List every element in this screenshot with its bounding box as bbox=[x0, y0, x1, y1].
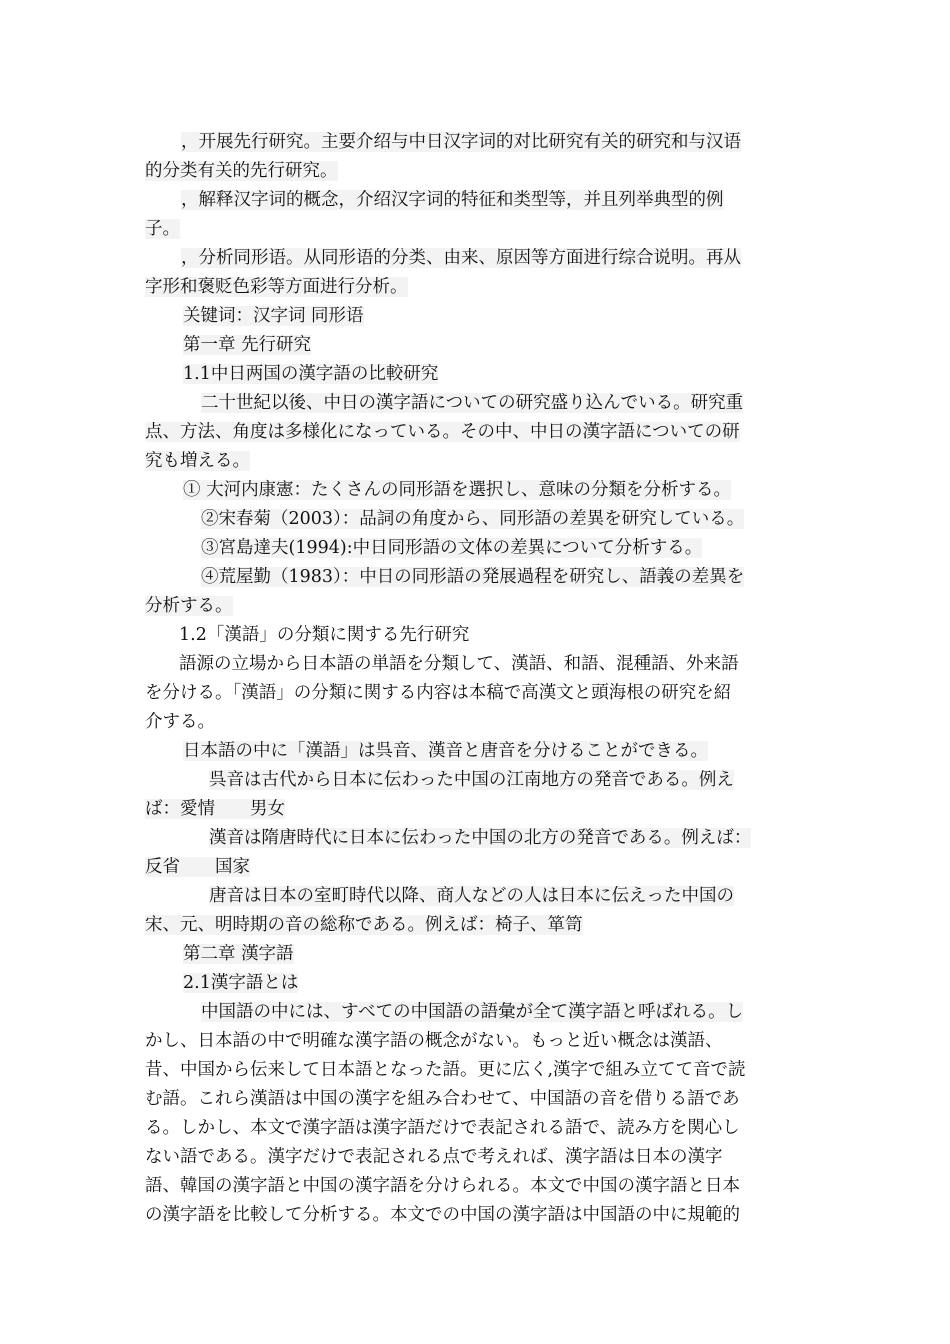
list-item bbox=[145, 534, 810, 563]
text-span: ，开展先行研究。主要介绍与中日汉字词的对比研究有关的研究和与汉语 bbox=[181, 132, 741, 152]
text-line bbox=[145, 679, 810, 708]
keywords-line bbox=[145, 302, 810, 331]
text-span: る。しかし、本文で漢字語は漢字語だけで表記される語で、読み方を関心し bbox=[145, 1118, 740, 1138]
text-line bbox=[145, 1172, 810, 1201]
list-item bbox=[145, 505, 810, 534]
text-span: 2.1漢字語とは bbox=[183, 973, 299, 993]
text-span: を分ける。「漢語」の分類に関する内容は本稿で高漢文と頭海根の研究を紹 bbox=[145, 683, 732, 703]
text-line bbox=[145, 1027, 810, 1056]
text-span: 1.2「漢語」の分類に関する先行研究 bbox=[179, 625, 470, 645]
text-line bbox=[145, 766, 810, 795]
text-span: ，分析同形语。从同形语的分类、由来、原因等方面进行综合说明。再从 bbox=[181, 248, 741, 268]
text-span: 字形和褒贬色彩等方面进行分析。 bbox=[145, 277, 408, 297]
text-line bbox=[145, 447, 810, 476]
text-line bbox=[145, 737, 810, 766]
text-line bbox=[145, 708, 810, 737]
text-line bbox=[145, 1201, 810, 1230]
text-span: 語源の立場から日本語の単語を分類して、漢語、和語、混種語、外来語 bbox=[179, 654, 739, 674]
text-span: 1.1中日两国の漢字語の比較研究 bbox=[183, 364, 439, 384]
text-line bbox=[145, 998, 810, 1027]
text-line bbox=[145, 795, 810, 824]
text-span: 关键词：汉字词 同形语 bbox=[183, 306, 364, 326]
text-span: 的分类有关的先行研究。 bbox=[145, 161, 338, 181]
text-span: ②宋春菊（2003）：品詞の角度から、同形語の差異を研究している。 bbox=[201, 509, 745, 529]
text-span: ① 大河内康憲：たくさんの同形語を選択し、意味の分類を分析する。 bbox=[183, 480, 732, 500]
text-line bbox=[145, 1114, 810, 1143]
text-span: 第二章 漢字語 bbox=[183, 944, 294, 964]
text-span: 点、方法、角度は多様化になっている。その中、中日の漢字語についての研 bbox=[145, 422, 740, 442]
section-heading bbox=[145, 621, 810, 650]
text-line bbox=[145, 389, 810, 418]
text-span: 第一章 先行研究 bbox=[183, 335, 312, 355]
text-line bbox=[145, 911, 810, 940]
text-span: 分析する。 bbox=[145, 596, 233, 616]
text-span: 介する。 bbox=[145, 712, 215, 732]
text-span: 究も増える。 bbox=[145, 451, 250, 471]
text-span: 唐音は日本の室町時代以降、商人などの人は日本に伝えった中国の bbox=[209, 886, 734, 906]
text-line bbox=[145, 244, 810, 273]
text-span: ④荒屋勤（1983）：中日の同形語の発展過程を研究し、語義の差異を bbox=[201, 567, 745, 587]
list-item bbox=[145, 476, 810, 505]
text-span: の漢字語を比較して分析する。本文での中国の漢字語は中国語の中に規範的 bbox=[145, 1205, 740, 1225]
text-line bbox=[145, 186, 810, 215]
text-span: 呉音は古代から日本に伝わった中国の江南地方の発音である。例え bbox=[209, 770, 734, 790]
text-span: 日本語の中に「漢語」は呉音、漢音と唐音を分けることができる。 bbox=[183, 741, 708, 761]
section-heading bbox=[145, 969, 810, 998]
text-span: かし、日本語の中で明確な漢字語の概念がない。もっと近い概念は漢語、 bbox=[145, 1031, 723, 1051]
chapter-heading bbox=[145, 940, 810, 969]
text-span: ③宮島達夫(1994):中日同形語の文体の差異について分析する。 bbox=[201, 538, 703, 558]
section-heading bbox=[145, 360, 810, 389]
text-line bbox=[145, 157, 810, 186]
document-body bbox=[145, 128, 810, 1230]
text-span: 漢音は隋唐時代に日本に伝わった中国の北方の発音である。例えば： bbox=[209, 828, 752, 848]
text-span: む語。これら漢語は中国の漢字を組み合わせて、中国語の音を借りる語であ bbox=[145, 1089, 740, 1109]
text-line bbox=[145, 824, 810, 853]
text-span: ば：愛情 男女 bbox=[145, 799, 285, 819]
text-line bbox=[145, 650, 810, 679]
list-item bbox=[145, 563, 810, 592]
text-span: 反省 国家 bbox=[145, 857, 250, 877]
text-span: 子。 bbox=[145, 219, 180, 239]
text-span: 宋、元、明時期の音の総称である。例えば：椅子、箪笥 bbox=[145, 915, 583, 935]
text-line bbox=[145, 1143, 810, 1172]
text-line bbox=[145, 1085, 810, 1114]
text-line bbox=[145, 592, 810, 621]
text-line bbox=[145, 853, 810, 882]
text-span: 語、韓国の漢字語と中国の漢字語を分けられる。本文で中国の漢字語と日本 bbox=[145, 1176, 740, 1196]
text-span: ない語である。漢字だけで表記される点で考えれば、漢字語は日本の漢字 bbox=[145, 1147, 723, 1167]
text-line bbox=[145, 273, 810, 302]
text-line bbox=[145, 215, 810, 244]
text-span: ，解释汉字词的概念，介绍汉字词的特征和类型等，并且列举典型的例 bbox=[181, 190, 724, 210]
text-line bbox=[145, 418, 810, 447]
text-line bbox=[145, 1056, 810, 1085]
text-line bbox=[145, 128, 810, 157]
chapter-heading bbox=[145, 331, 810, 360]
text-line bbox=[145, 882, 810, 911]
text-span: 二十世紀以後、中日の漢字語についての研究盛り込んでいる。研究重 bbox=[201, 393, 744, 413]
text-span: 昔、中国から伝来して日本語となった語。更に広く,漢字で組み立てて音で読 bbox=[145, 1060, 746, 1080]
text-span: 中国語の中には、すべての中国語の語彙が全て漢字語と呼ばれる。し bbox=[201, 1002, 744, 1022]
